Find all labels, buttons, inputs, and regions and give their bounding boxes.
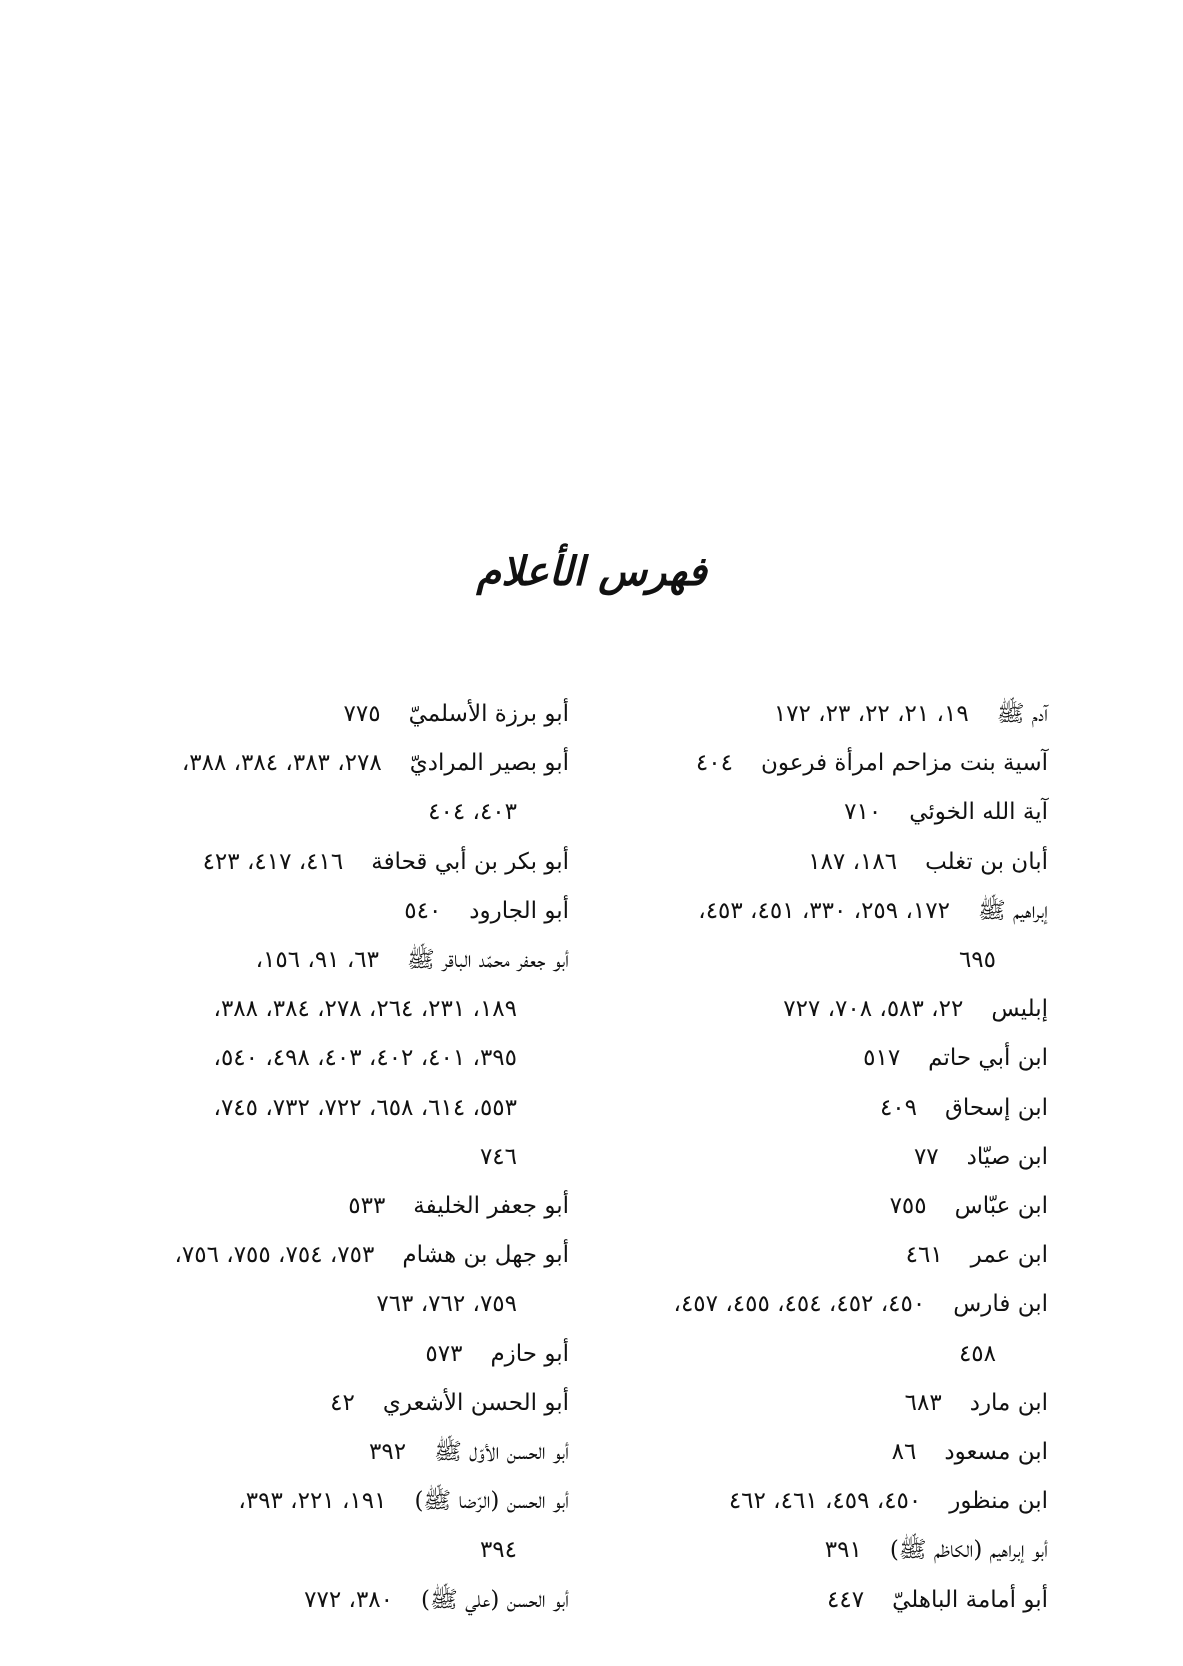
entry-pages: ٤٦١ bbox=[905, 1242, 943, 1269]
entry-pages: ٥٣٣ bbox=[348, 1193, 386, 1220]
page-title: فهرس الأعلام bbox=[476, 548, 707, 595]
entry-name: ابن إسحاق bbox=[945, 1094, 1048, 1121]
entry-pages: ٧٥٣، ٧٥٤، ٧٥٥، ٧٥٦، bbox=[174, 1242, 375, 1269]
entry-pages-continued: ٦٩٥ bbox=[958, 947, 996, 974]
entry-name: إبراهيم ﷺ bbox=[977, 897, 1048, 924]
entry-pages: ٤١٦، ٤١٧، ٤٢٣ bbox=[202, 848, 344, 875]
entry-name: أبو بكر بن أبي قحافة bbox=[371, 848, 569, 875]
index-entry bbox=[608, 1379, 1048, 1428]
index-entry bbox=[608, 1526, 1048, 1575]
entry-name: أبو الحسن (علي ﷺ) bbox=[421, 1586, 569, 1613]
entry-pages: ٣٨٠، ٧٧٢ bbox=[304, 1586, 394, 1613]
entry-pages-continued: ٣٩٤ bbox=[479, 1537, 517, 1564]
index-entry bbox=[99, 838, 569, 887]
index-entry bbox=[608, 1034, 1048, 1083]
entry-name: أبان بن تغلب bbox=[925, 848, 1048, 875]
entry-pages-continued: ٧٥٩، ٧٦٢، ٧٦٣ bbox=[376, 1291, 517, 1318]
entry-name: أبو جعفر محمّد الباقر ﷺ bbox=[406, 947, 569, 974]
entry-pages-continued: ٣٩٥، ٤٠١، ٤٠٢، ٤٠٣، ٤٩٨، ٥٤٠، bbox=[213, 1045, 517, 1072]
index-entry bbox=[99, 1231, 569, 1280]
index-entry bbox=[99, 887, 569, 936]
entry-pages: ١٨٦، ١٨٧ bbox=[808, 848, 898, 875]
index-entry bbox=[99, 739, 569, 788]
entry-pages-continued: ٤٥٨ bbox=[958, 1340, 996, 1367]
entry-name: أبو إبراهيم (الكاظم ﷺ) bbox=[889, 1537, 1048, 1564]
entry-name: أبو أمامة الباهليّ bbox=[892, 1586, 1048, 1613]
left-column bbox=[99, 690, 569, 1625]
entry-pages: ٣٩١ bbox=[824, 1537, 862, 1564]
entry-name: أبو الجارود bbox=[469, 897, 569, 924]
entry-pages: ٢٧٨، ٣٨٣، ٣٨٤، ٣٨٨، bbox=[181, 750, 382, 777]
entry-name: أبو جهل بن هشام bbox=[402, 1242, 569, 1269]
entry-name: ابن مسعود bbox=[944, 1439, 1048, 1466]
entry-pages: ١٩١، ٢٢١، ٣٩٣، bbox=[238, 1488, 387, 1515]
entry-pages: ٤٠٤ bbox=[695, 750, 733, 777]
entry-pages: ١٧٢، ٢٥٩، ٣٣٠، ٤٥١، ٤٥٣، bbox=[698, 897, 950, 924]
index-entry bbox=[99, 1428, 569, 1477]
index-entry bbox=[608, 887, 1048, 936]
entry-name: ابن صيّاد bbox=[966, 1143, 1048, 1170]
entry-name: أبو بصير المراديّ bbox=[409, 750, 569, 777]
entry-name: ابن فارس bbox=[953, 1291, 1048, 1318]
entry-name: ابن عمر bbox=[970, 1242, 1048, 1269]
index-entry bbox=[99, 1477, 569, 1526]
entry-name: أبو جعفر الخليفة bbox=[413, 1193, 569, 1220]
entry-pages-continued: ١٨٩، ٢٣١، ٢٦٤، ٢٧٨، ٣٨٤، ٣٨٨، bbox=[213, 996, 517, 1023]
index-entry bbox=[608, 1084, 1048, 1133]
entry-pages: ٤٤٧ bbox=[827, 1586, 865, 1613]
entry-name: أبو برزة الأسلميّ bbox=[408, 701, 569, 727]
index-entry bbox=[608, 690, 1048, 739]
index-entry bbox=[99, 936, 569, 985]
index-entry bbox=[99, 1330, 569, 1379]
index-entry bbox=[608, 1576, 1048, 1625]
entry-pages: ٤٠٩ bbox=[879, 1094, 918, 1121]
index-entry bbox=[608, 739, 1048, 788]
entry-pages: ٨٦ bbox=[891, 1439, 917, 1466]
index-entry bbox=[99, 1379, 569, 1428]
index-entry bbox=[99, 1182, 569, 1231]
entry-pages: ٧١٠ bbox=[844, 799, 882, 826]
index-entry bbox=[608, 1477, 1048, 1526]
entry-name: آدم ﷺ bbox=[996, 701, 1048, 727]
entry-name: أبو الحسن الأشعري bbox=[382, 1389, 569, 1416]
index-entry bbox=[608, 1231, 1048, 1280]
index-entry bbox=[608, 788, 1048, 837]
entry-pages: ٧٥٥ bbox=[889, 1193, 927, 1220]
entry-pages: ٢٢، ٥٨٣، ٧٠٨، ٧٢٧ bbox=[783, 996, 964, 1023]
right-column bbox=[608, 690, 1048, 1625]
entry-pages: ٥٤٠ bbox=[404, 897, 442, 924]
entry-name: ابن مارد bbox=[969, 1389, 1048, 1416]
entry-pages: ٦٨٣ bbox=[904, 1389, 942, 1416]
index-entry bbox=[608, 1428, 1048, 1477]
index-entry bbox=[99, 690, 569, 739]
entry-pages-continued: ٤٠٣، ٤٠٤ bbox=[428, 799, 517, 826]
entry-pages: ٤٢ bbox=[330, 1389, 355, 1416]
entry-pages-continued: ٧٤٦ bbox=[479, 1143, 517, 1170]
index-entry bbox=[608, 1182, 1048, 1231]
entry-name: آية الله الخوئي bbox=[909, 799, 1048, 826]
entry-name: ابن أبي حاتم bbox=[928, 1045, 1048, 1072]
entry-name: آسية بنت مزاحم امرأة فرعون bbox=[760, 750, 1048, 777]
index-entry bbox=[608, 1133, 1048, 1182]
entry-pages: ٥٧٣ bbox=[425, 1340, 463, 1367]
entry-pages: ٦٣، ٩١، ١٥٦، bbox=[255, 947, 379, 974]
entry-name: أبو الحسن (الرّضا ﷺ) bbox=[414, 1488, 569, 1515]
index-entry bbox=[608, 838, 1048, 887]
entry-pages: ٧٧٥ bbox=[343, 701, 381, 727]
index-entry bbox=[608, 985, 1048, 1034]
entry-pages: ٤٥٠، ٤٥٢، ٤٥٤، ٤٥٥، ٤٥٧، bbox=[673, 1291, 926, 1318]
entry-name: ابن عبّاس bbox=[954, 1193, 1048, 1220]
entry-pages: ٣٩٢ bbox=[369, 1439, 407, 1466]
entry-name: أبو الحسن الأوّل ﷺ bbox=[434, 1439, 569, 1466]
entry-pages-continued: ٥٥٣، ٦١٤، ٦٥٨، ٧٢٢، ٧٣٢، ٧٤٥، bbox=[213, 1094, 517, 1121]
entry-pages: ٤٥٠، ٤٥٩، ٤٦١، ٤٦٢ bbox=[728, 1488, 922, 1515]
entry-name: أبو حازم bbox=[490, 1340, 569, 1367]
entry-name: إبليس bbox=[991, 996, 1048, 1023]
entry-pages: ٧٧ bbox=[913, 1143, 939, 1170]
entry-name: ابن منظور bbox=[949, 1488, 1048, 1515]
entry-pages: ١٩، ٢١، ٢٢، ٢٣، ١٧٢ bbox=[773, 701, 969, 727]
index-entry bbox=[99, 1576, 569, 1625]
entry-pages: ٥١٧ bbox=[863, 1045, 901, 1072]
index-entry bbox=[608, 1280, 1048, 1329]
